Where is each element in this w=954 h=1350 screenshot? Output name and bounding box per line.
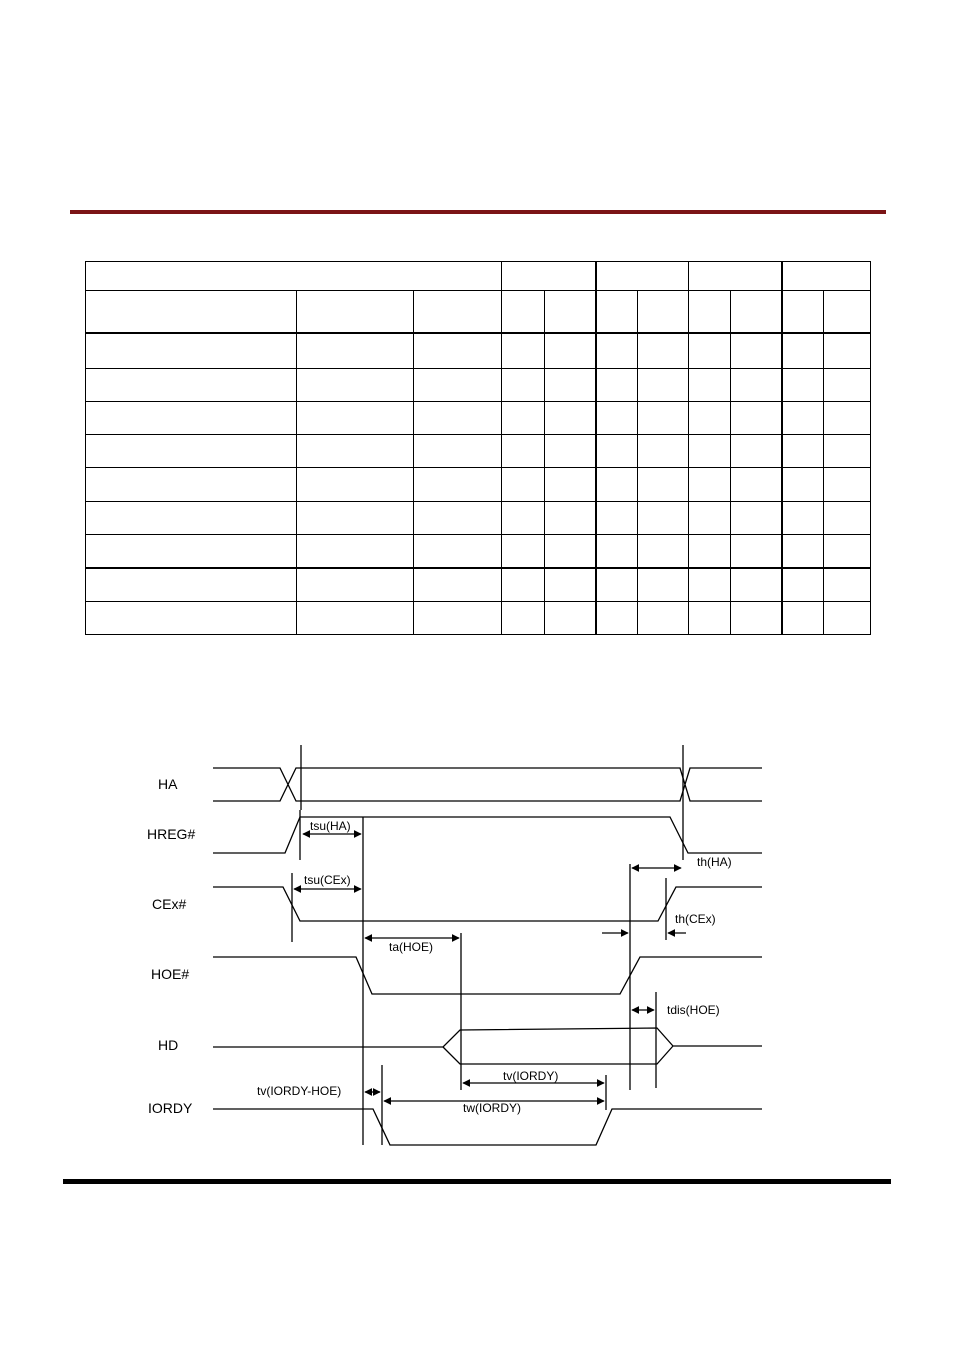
table-cell (545, 291, 596, 333)
table-cell (86, 262, 502, 291)
table-cell (638, 402, 689, 435)
signal-label-ha: HA (158, 776, 178, 792)
table-row (86, 333, 871, 369)
table-row (86, 502, 871, 535)
table-cell (297, 568, 414, 602)
table-cell (824, 602, 871, 635)
table-cell (689, 568, 731, 602)
table-cell (502, 435, 545, 468)
table-cell (502, 535, 545, 568)
table-cell (731, 291, 782, 333)
table-cell (502, 262, 596, 291)
table-cell (689, 262, 782, 291)
table-row (86, 369, 871, 402)
table-cell (689, 535, 731, 568)
table-cell (638, 291, 689, 333)
table-cell (638, 602, 689, 635)
table-row (86, 468, 871, 502)
table-cell (824, 468, 871, 502)
table-cell (731, 468, 782, 502)
table-cell (545, 468, 596, 502)
table-cell (824, 291, 871, 333)
signal-label-cex: CEx# (152, 896, 187, 912)
table-row (86, 535, 871, 568)
table-group-header-row (86, 262, 871, 291)
table-cell (502, 568, 545, 602)
label-tsu-ha: tsu(HA) (310, 819, 351, 833)
table-cell (689, 502, 731, 535)
table-cell (414, 402, 502, 435)
label-tv-iordy: tv(IORDY) (503, 1069, 559, 1083)
table-row (86, 435, 871, 468)
table-cell (502, 602, 545, 635)
table-cell (596, 402, 638, 435)
table-cell (782, 291, 824, 333)
table-cell (545, 535, 596, 568)
signal-label-hd: HD (158, 1037, 179, 1053)
table-cell (596, 502, 638, 535)
table-cell (638, 502, 689, 535)
table-cell (297, 291, 414, 333)
table-cell (731, 333, 782, 369)
table-cell (545, 435, 596, 468)
table-cell (824, 535, 871, 568)
waveform-ha (213, 768, 762, 801)
read-timing-diagram (0, 730, 954, 1170)
table-cell (731, 602, 782, 635)
table-cell (824, 369, 871, 402)
signal-label-hoe: HOE# (151, 966, 190, 982)
table-cell (86, 333, 297, 369)
table-cell (502, 333, 545, 369)
table-cell (782, 435, 824, 468)
table-cell (414, 291, 502, 333)
table-cell (86, 502, 297, 535)
table-cell (638, 333, 689, 369)
table-cell (782, 502, 824, 535)
table-row (86, 402, 871, 435)
table-cell (731, 568, 782, 602)
table-column-header-row (86, 291, 871, 333)
table-cell (545, 602, 596, 635)
table-cell (731, 369, 782, 402)
table-cell (596, 262, 689, 291)
table-cell (638, 435, 689, 468)
waveform-hd (213, 1028, 762, 1064)
table-cell (824, 333, 871, 369)
header-rule (70, 210, 886, 214)
label-ta-hoe: ta(HOE) (389, 940, 434, 954)
table-cell (502, 468, 545, 502)
table-cell (545, 369, 596, 402)
table-cell (86, 369, 297, 402)
table-cell (596, 602, 638, 635)
table-body (86, 333, 871, 635)
table-cell (414, 435, 502, 468)
table-cell (638, 535, 689, 568)
table-cell (638, 369, 689, 402)
table-cell (297, 435, 414, 468)
table-cell (731, 502, 782, 535)
table-cell (414, 568, 502, 602)
table-cell (414, 468, 502, 502)
table-cell (414, 535, 502, 568)
table-cell (782, 402, 824, 435)
label-tw-iordy: tw(IORDY) (463, 1101, 521, 1115)
table-cell (414, 502, 502, 535)
table-cell (502, 291, 545, 333)
footer-rule (63, 1179, 891, 1184)
table-cell (297, 369, 414, 402)
table-cell (596, 369, 638, 402)
table-cell (545, 502, 596, 535)
table-cell (824, 502, 871, 535)
table-cell (596, 468, 638, 502)
table-cell (545, 568, 596, 602)
table-cell (596, 435, 638, 468)
table-cell (502, 502, 545, 535)
table-cell (689, 291, 731, 333)
table-cell (689, 468, 731, 502)
table-cell (86, 535, 297, 568)
table-cell (824, 568, 871, 602)
table-cell (596, 333, 638, 369)
table-cell (596, 291, 638, 333)
table-cell (86, 291, 297, 333)
table-cell (596, 535, 638, 568)
timing-table (85, 261, 871, 635)
table-cell (297, 402, 414, 435)
table-cell (689, 369, 731, 402)
table-cell (545, 402, 596, 435)
label-th-cex: th(CEx) (675, 912, 716, 926)
table-cell (86, 568, 297, 602)
table-cell (297, 535, 414, 568)
table-cell (414, 333, 502, 369)
table-cell (414, 369, 502, 402)
table-cell (86, 402, 297, 435)
table-cell (638, 568, 689, 602)
table-cell (782, 468, 824, 502)
table-cell (86, 435, 297, 468)
table-cell (731, 402, 782, 435)
signal-label-iordy: IORDY (148, 1100, 193, 1116)
table-row (86, 602, 871, 635)
table-cell (689, 333, 731, 369)
table-cell (502, 402, 545, 435)
table-cell (689, 402, 731, 435)
table-cell (86, 468, 297, 502)
table-cell (86, 602, 297, 635)
table-cell (414, 602, 502, 635)
table-cell (545, 333, 596, 369)
table-cell (782, 333, 824, 369)
table-cell (638, 468, 689, 502)
table-cell (782, 535, 824, 568)
signal-label-hreg: HREG# (147, 826, 196, 842)
table-cell (782, 369, 824, 402)
waveform-hoe (213, 957, 762, 994)
table-cell (689, 602, 731, 635)
table-cell (731, 435, 782, 468)
table-cell (297, 502, 414, 535)
table-cell (689, 435, 731, 468)
table-cell (824, 435, 871, 468)
table-cell (782, 602, 824, 635)
table-cell (596, 568, 638, 602)
table-cell (782, 568, 824, 602)
label-th-ha: th(HA) (697, 855, 732, 869)
table-cell (502, 369, 545, 402)
table-cell (297, 468, 414, 502)
table-cell (731, 535, 782, 568)
label-tsu-cex: tsu(CEx) (304, 873, 351, 887)
label-tdis-hoe: tdis(HOE) (667, 1003, 720, 1017)
table-row (86, 568, 871, 602)
label-tv-iordy-hoe: tv(IORDY-HOE) (257, 1084, 342, 1098)
table-cell (297, 333, 414, 369)
waveform-hreg (213, 817, 762, 853)
table-cell (782, 262, 871, 291)
table-cell (824, 402, 871, 435)
table-cell (297, 602, 414, 635)
